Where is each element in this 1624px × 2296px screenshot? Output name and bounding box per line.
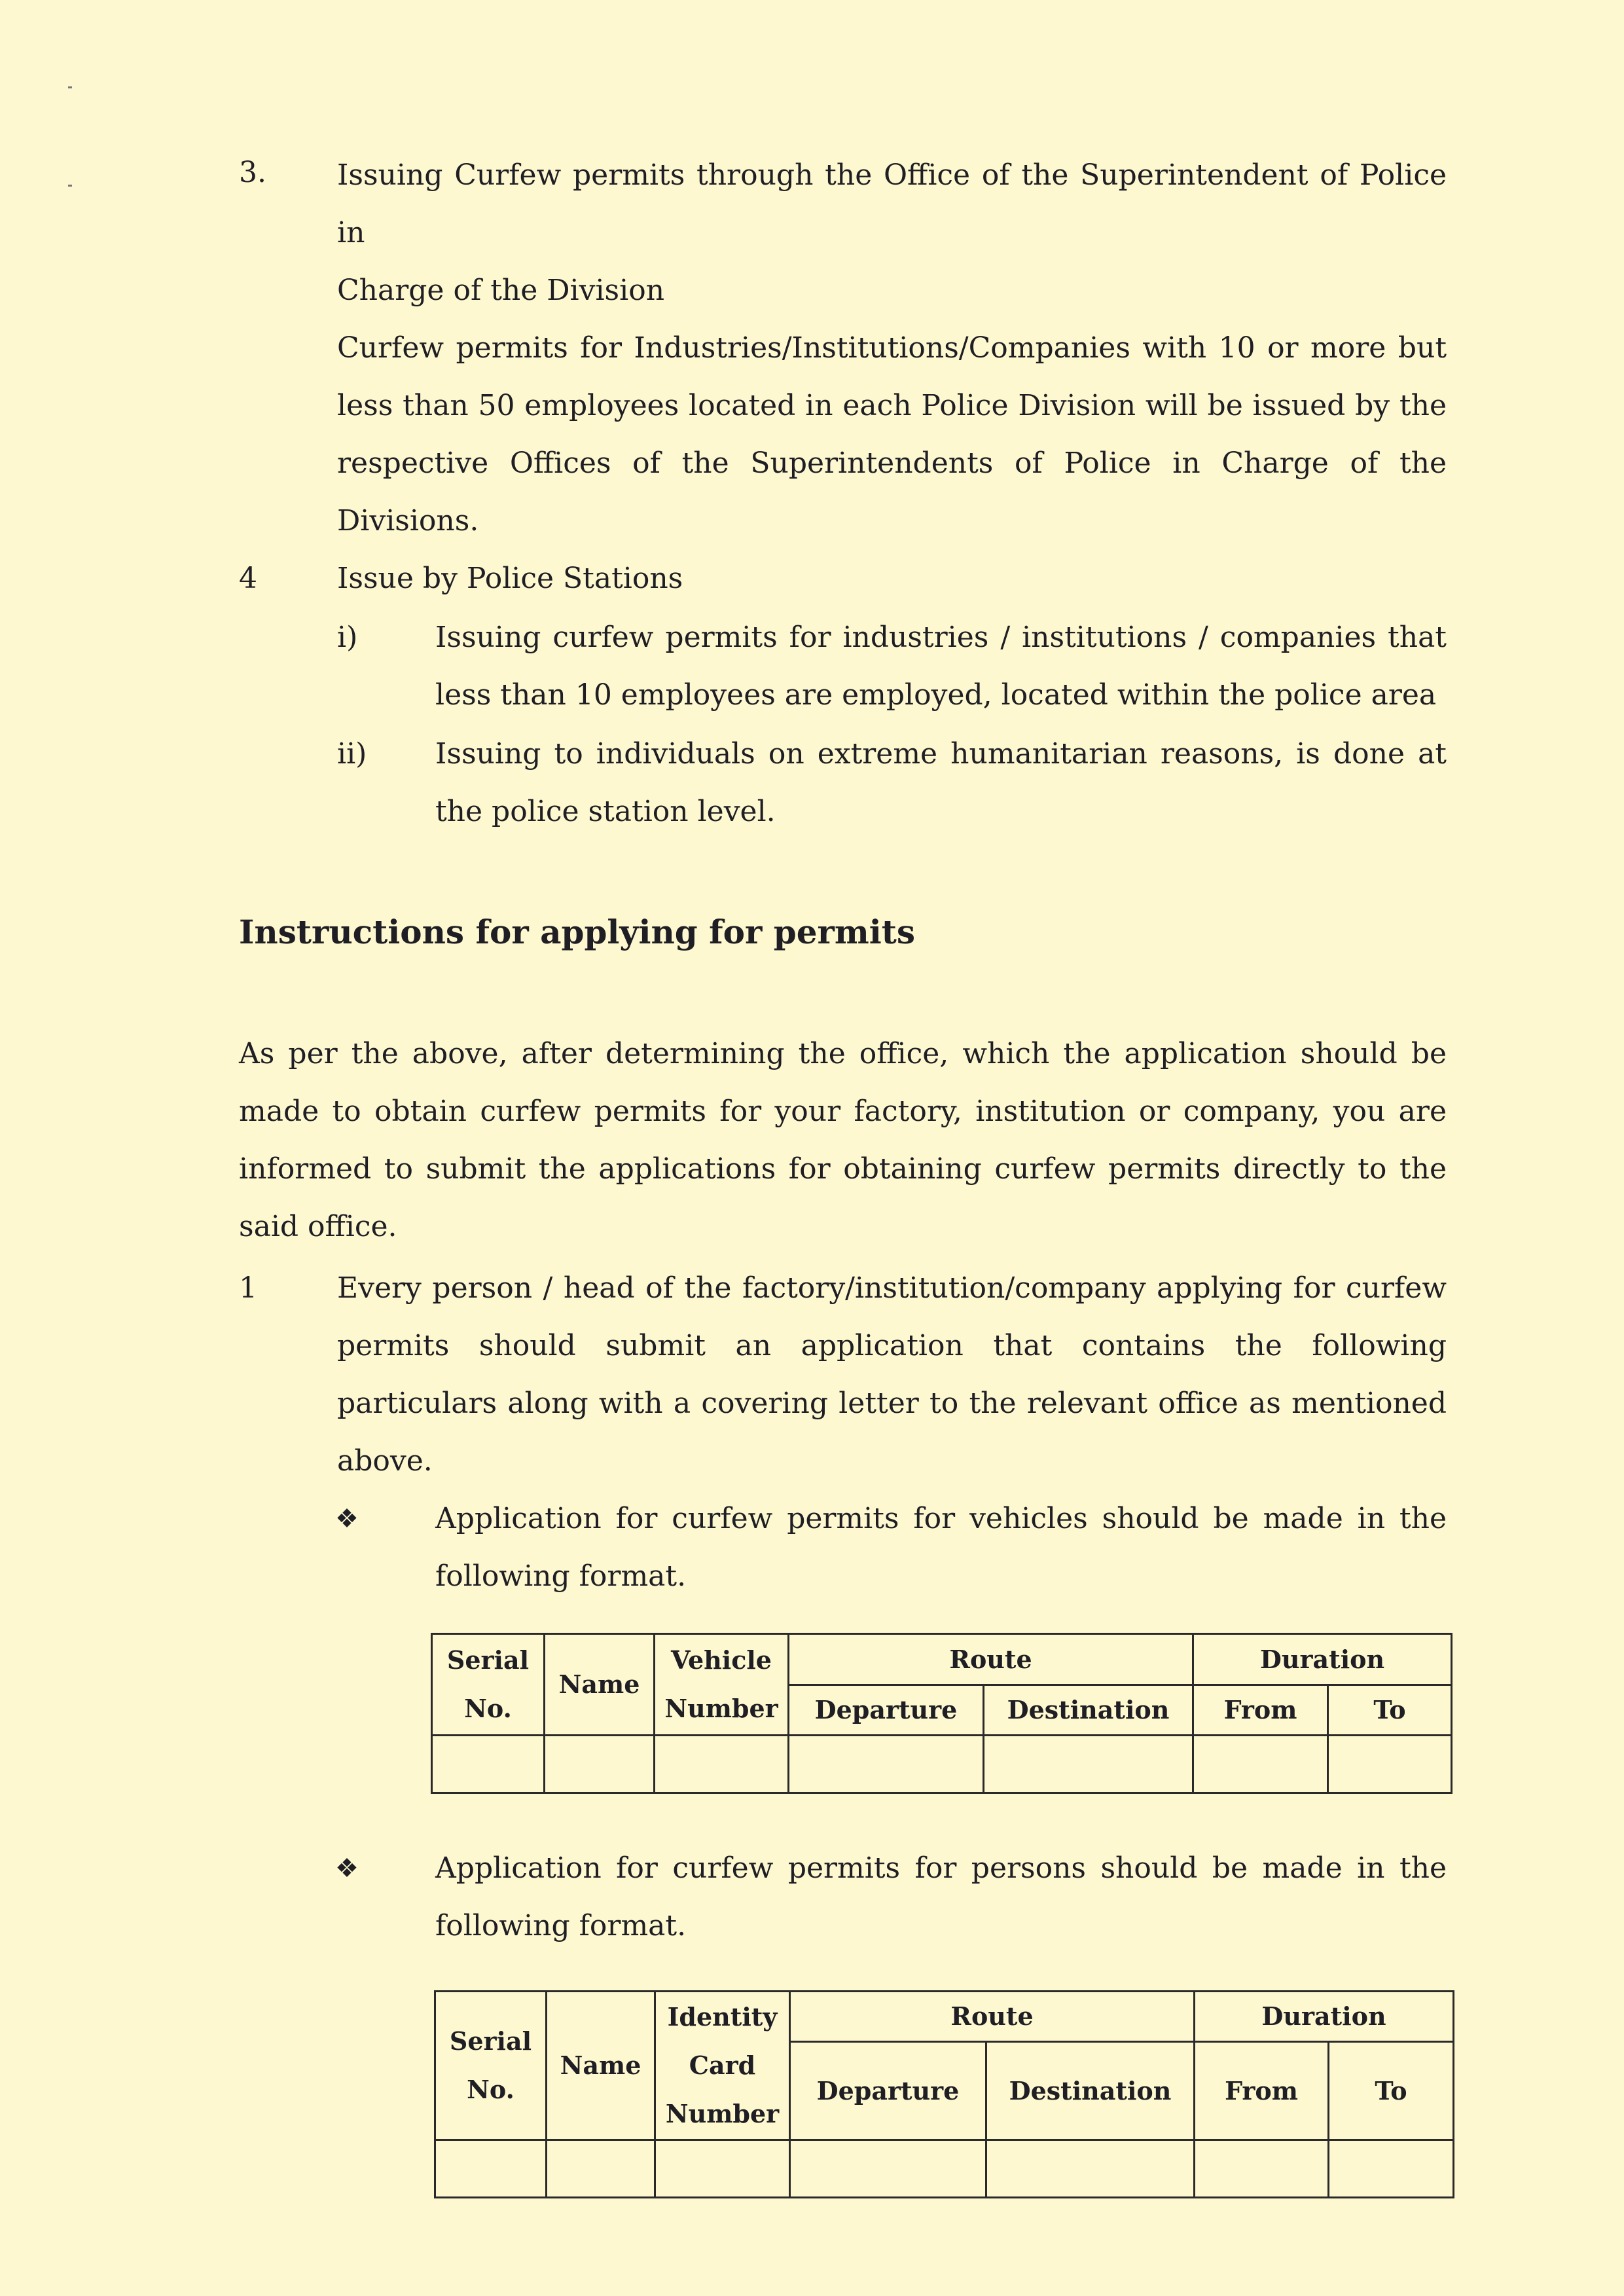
table-cell[interactable] xyxy=(1193,1736,1328,1793)
section-4-item-i-text: Issuing curfew permits for industries / institutions / companies that less than 10 employees are employed, located within the police area xyxy=(435,621,1447,712)
vehicles-col-serial: Serial No. xyxy=(432,1634,545,1736)
table-cell[interactable] xyxy=(435,2140,547,2198)
table-cell[interactable] xyxy=(655,1736,789,1793)
persons-col-serial: Serial No. xyxy=(435,1992,547,2140)
table-cell[interactable] xyxy=(432,1736,545,1793)
section-4-item-i-marker: i) xyxy=(337,621,358,654)
section-3-number: 3. xyxy=(239,156,266,189)
vehicles-col-name: Name xyxy=(545,1634,655,1736)
instructions-item-1-number: 1 xyxy=(239,1271,257,1305)
table-cell[interactable] xyxy=(1328,1736,1452,1793)
table-cell[interactable] xyxy=(789,1736,984,1793)
persons-col-identity-card-number: Identity Card Number xyxy=(655,1992,790,2140)
section-4-number: 4 xyxy=(239,562,257,595)
section-3-title-line1: Issuing Curfew permits through the Office of the Superintendent of Police in xyxy=(337,158,1447,249)
vehicles-col-from: From xyxy=(1193,1685,1328,1736)
vehicles-col-destination: Destination xyxy=(984,1685,1193,1736)
instructions-heading: Instructions for applying for permits xyxy=(239,913,916,951)
vehicles-col-to: To xyxy=(1328,1685,1452,1736)
table-cell[interactable] xyxy=(655,2140,790,2198)
persons-bullet-icon: ❖ xyxy=(335,1853,359,1884)
vehicles-table xyxy=(431,1633,1453,1794)
persons-col-destination: Destination xyxy=(986,2042,1195,2140)
persons-col-departure: Departure xyxy=(790,2042,986,2140)
section-3-body: Curfew permits for Industries/Institutions/Companies with 10 or more but less than 50 employees located in each Police Division will be issued by the respective Offices of the Superintendents of Police in Charge of the Divisions. xyxy=(337,331,1447,538)
persons-col-duration: Duration xyxy=(1195,1992,1454,2042)
persons-empty-row xyxy=(435,2140,1454,2198)
persons-col-name: Name xyxy=(547,1992,655,2140)
table-cell[interactable] xyxy=(547,2140,655,2198)
vehicles-text: Application for curfew permits for vehicles should be made in the following format. xyxy=(435,1502,1447,1593)
section-4-item-ii-text: Issuing to individuals on extreme humanitarian reasons, is done at the police station level. xyxy=(435,737,1447,828)
vehicles-bullet-icon: ❖ xyxy=(335,1504,359,1534)
vehicles-col-departure: Departure xyxy=(789,1685,984,1736)
persons-col-route: Route xyxy=(790,1992,1195,2042)
persons-col-to: To xyxy=(1329,2042,1454,2140)
persons-table xyxy=(434,1990,1454,2198)
vehicles-col-route: Route xyxy=(789,1634,1193,1685)
section-3-title-line2: Charge of the Division xyxy=(337,274,665,307)
table-cell[interactable] xyxy=(1195,2140,1329,2198)
vehicles-col-duration: Duration xyxy=(1193,1634,1452,1685)
persons-text: Application for curfew permits for persons should be made in the following format. xyxy=(435,1851,1447,1942)
persons-col-from: From xyxy=(1195,2042,1329,2140)
section-3-title xyxy=(337,147,1447,319)
instructions-intro: As per the above, after determining the office, which the application should be made to obtain curfew permits for your factory, institution or company, you are informed to submit the applications for obtaining curfew permits directly to the said office. xyxy=(239,1037,1447,1243)
vehicles-empty-row xyxy=(432,1736,1452,1793)
table-cell[interactable] xyxy=(986,2140,1195,2198)
instructions-item-1-text: Every person / head of the factory/institution/company applying for curfew permits should submit an application that contains the following particulars along with a covering letter to the relevant office as mentioned above. xyxy=(337,1271,1447,1478)
table-cell[interactable] xyxy=(545,1736,655,1793)
table-cell[interactable] xyxy=(1329,2140,1454,2198)
section-4-title: Issue by Police Stations xyxy=(337,562,683,595)
table-cell[interactable] xyxy=(984,1736,1193,1793)
table-cell[interactable] xyxy=(790,2140,986,2198)
vehicles-col-vehicle-number: Vehicle Number xyxy=(655,1634,789,1736)
section-4-item-ii-marker: ii) xyxy=(337,737,367,771)
